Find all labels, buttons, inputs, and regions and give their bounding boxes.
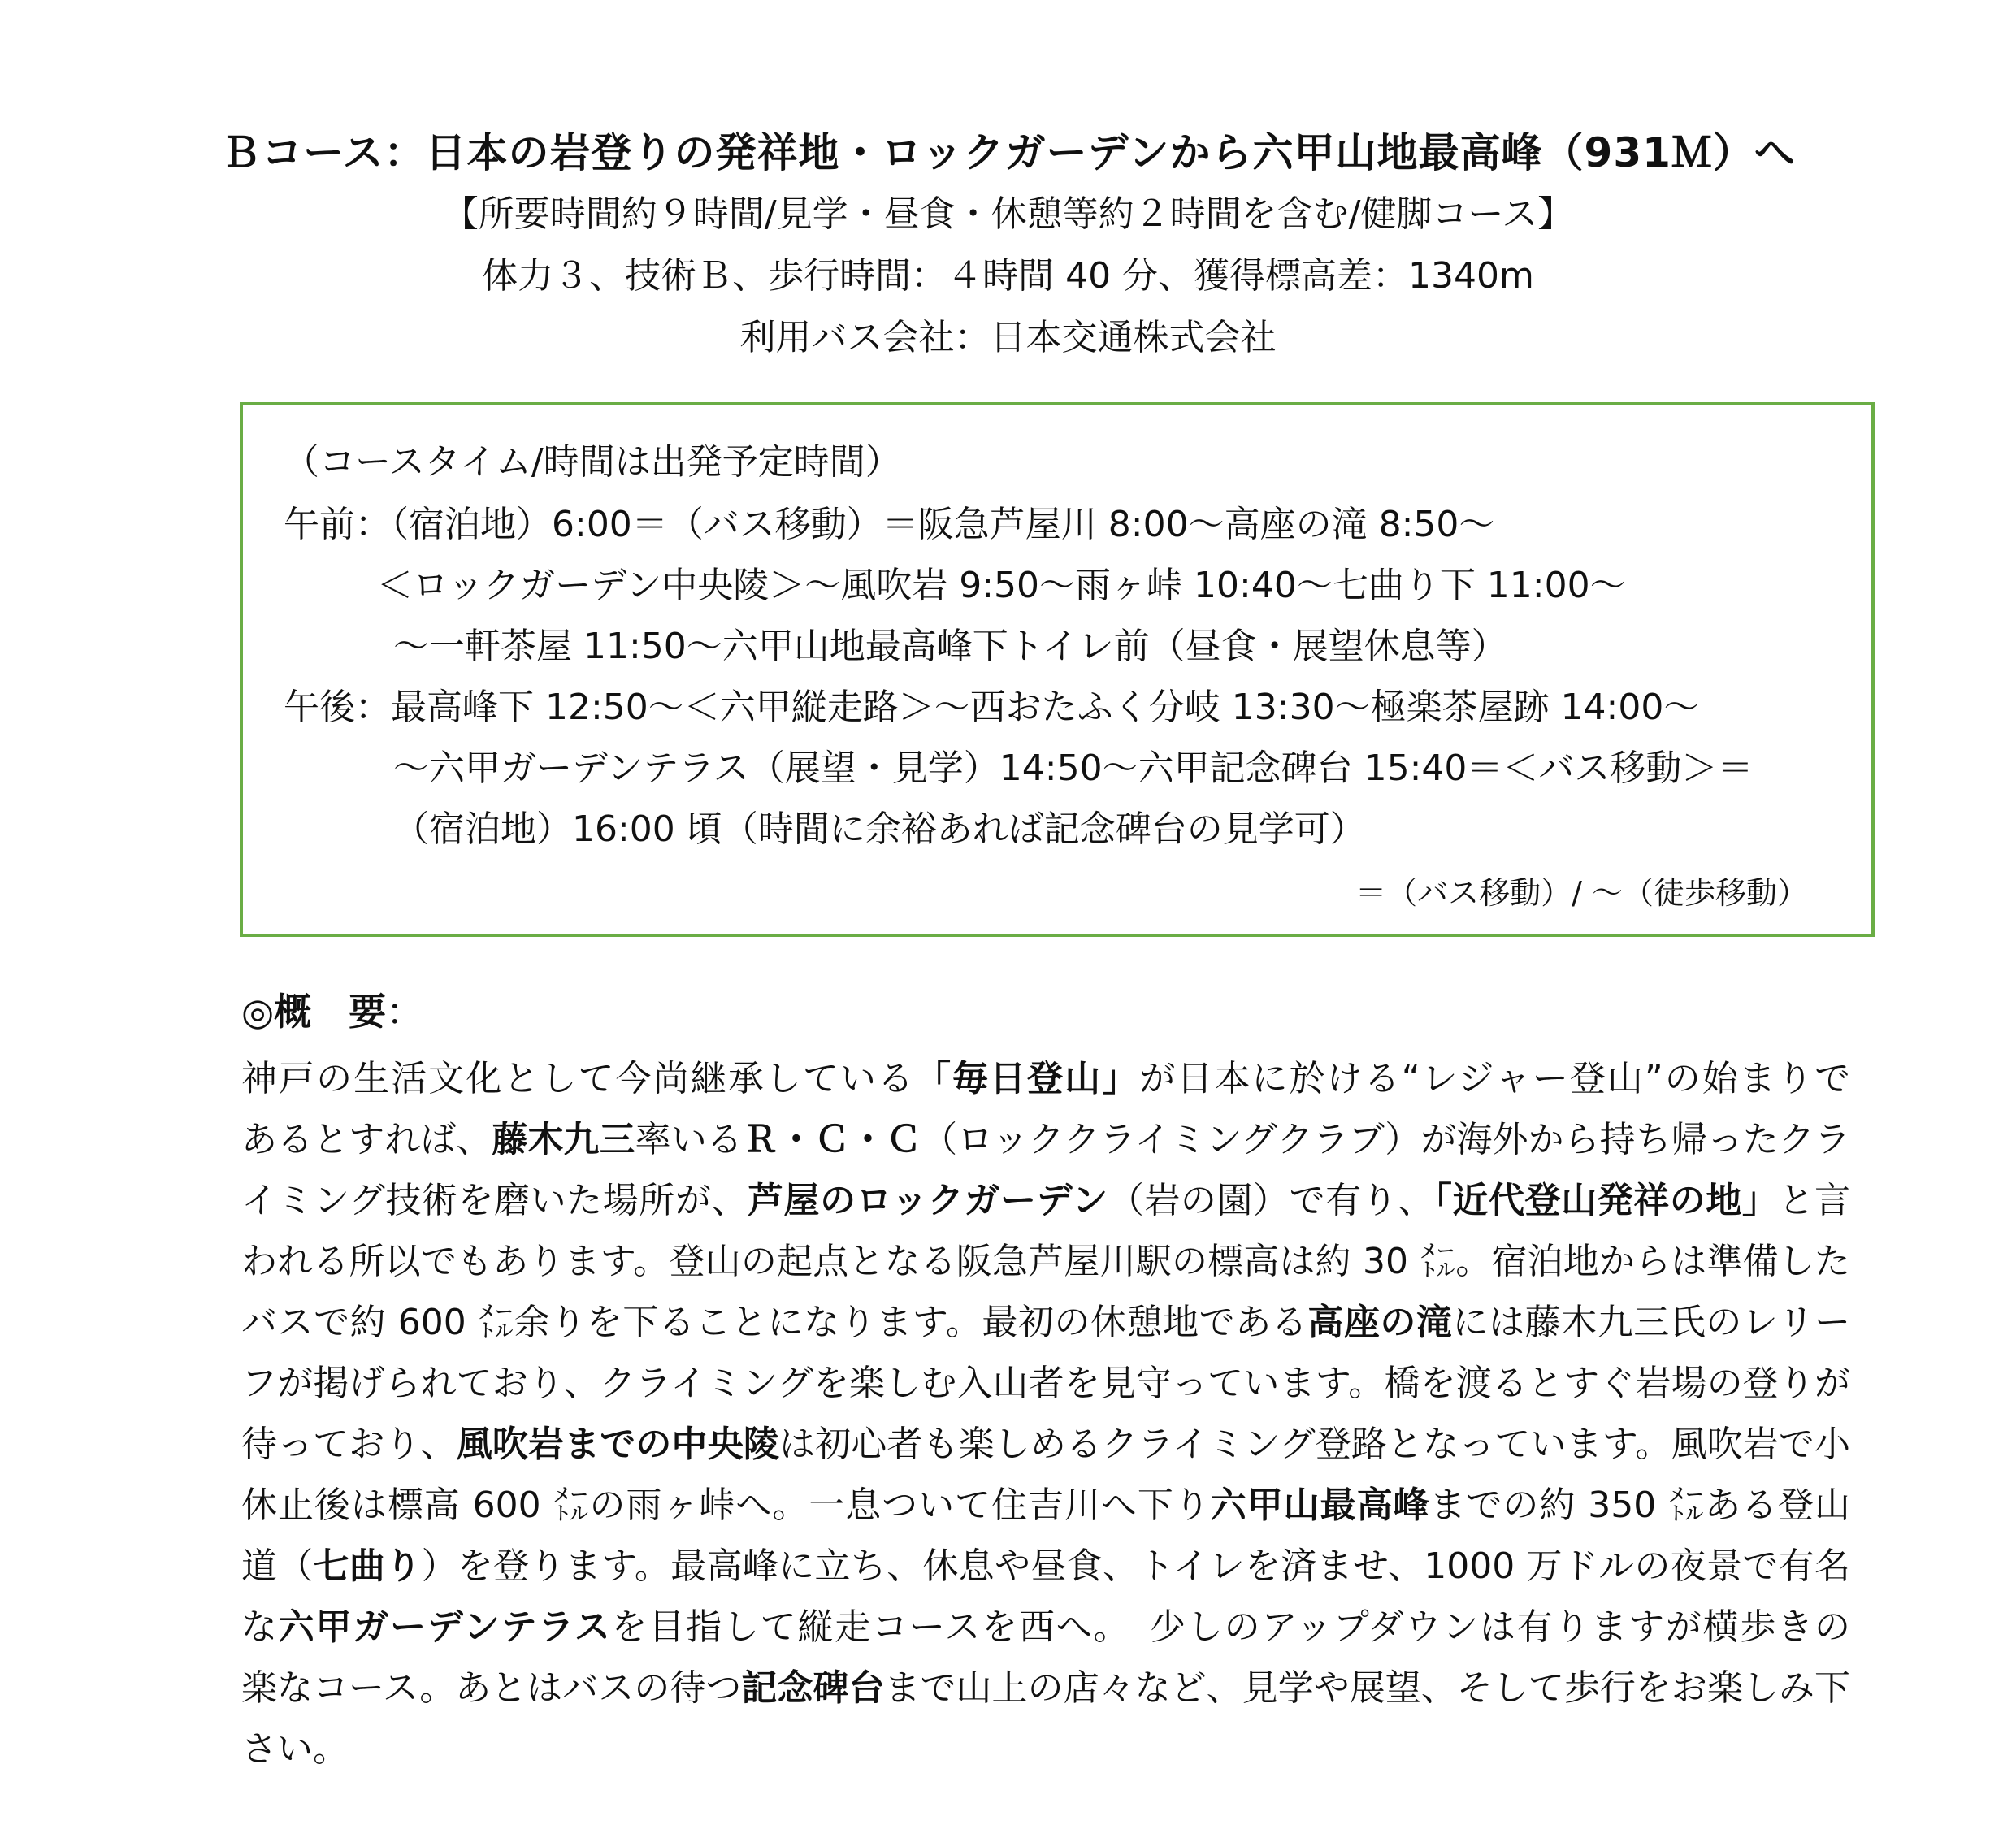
summary-text: と言 [1778,1180,1851,1221]
summary-text: バスで約 600 ㍍余りを下ることになります。最初の休憩地である [241,1302,1308,1343]
schedule-pm-line-3: （宿泊地）16:00 頃（時間に余裕あれば記念碑台の見学可） [393,808,1366,850]
summary-line [241,1109,1850,1170]
summary-heading [241,987,423,1036]
summary-emphasis: 七曲り [313,1545,422,1587]
summary-text: 休止後は標高 600 ㍍の雨ヶ峠へ。一息ついて住吉川へ下り [241,1485,1211,1526]
summary-text: が日本に於ける“レジャー登山”の始まりで [1139,1058,1851,1099]
summary-heading-mark: ◎概 [241,990,312,1034]
summary-text: を目指して縦走コースを西へ。 少しのアップダウンは有りますが横歩きの [611,1606,1850,1648]
summary-heading-colon: ： [386,990,424,1034]
schedule-pm-line-2: ～六甲ガーデンテラス（展望・見学）14:50～六甲記念碑台 15:40＝＜バス移動＞＝ [393,748,1754,789]
course-header [0,122,2016,369]
summary-line [241,1719,1850,1779]
summary-text: まで山上の店々など、見学や展望、そして歩行をお楽しみ下 [884,1667,1851,1709]
summary-text: さい。 [241,1728,349,1770]
schedule-legend: ＝（バス移動）/ ～（徒歩移動） [1355,875,1808,911]
summary-text: は初心者も楽しめるクライミング登路となっています。風吹岩で小 [778,1424,1850,1465]
summary-line [241,1658,1850,1719]
summary-line [241,1414,1850,1475]
summary-text: 率いる [635,1119,743,1160]
course-time-heading: （コースタイム/時間は出発予定時間） [284,441,901,483]
schedule-pm-line-1: 午後：最高峰下 12:50～＜六甲縦走路＞～西おたふく分岐 13:30～極楽茶屋跡 14:00～ [284,687,1700,728]
summary-text: フが掲げられており、クライミングを楽しむ入山者を見守っています。橋を渡るとすぐ岩場の登りが [241,1363,1850,1404]
course-time-box [240,402,1875,937]
summary-text: には藤木九三氏のレリー [1452,1302,1851,1343]
summary-text: （岩の園）で有り、 [1108,1180,1434,1221]
summary-emphasis: 「近代登山発祥の地」 [1433,1180,1779,1221]
summary-emphasis: 六甲ガーデンテラス [278,1606,612,1648]
summary-line [241,1353,1850,1414]
schedule-am-line-1: 午前：（宿泊地）6:00＝（バス移動）＝阪急芦屋川 8:00～高座の滝 8:50～ [284,504,1495,545]
summary-text: われる所以でもあります。登山の起点となる阪急芦屋川駅の標高は約 30 ㍍。宿泊地からは準備した [241,1241,1850,1282]
summary-emphasis: 記念碑台 [741,1667,885,1709]
summary-text: あるとすれば、 [241,1119,492,1160]
summary-text: までの約 350 ㍍ある登山 [1429,1485,1850,1526]
summary-emphasis: 高座の滝 [1307,1302,1453,1343]
summary-line [241,1597,1850,1658]
summary-text: （ロッククライミングクラブ）が海外から持ち帰ったクラ [921,1119,1851,1160]
summary-heading-rest: 要 [349,990,387,1034]
summary-paragraph [241,1048,1850,1779]
summary-line [241,1170,1850,1231]
summary-line [241,1536,1850,1597]
summary-line [241,1475,1850,1536]
summary-emphasis: 「毎日登山」 [915,1058,1140,1099]
summary-text: 待っており、 [241,1424,457,1465]
summary-text: イミング技術を磨いた場所が、 [241,1180,748,1221]
summary-emphasis: 芦屋のロックガーデン [747,1180,1108,1221]
schedule-am-line-3: ～一軒茶屋 11:50～六甲山地最高峰下トイレ前（昼食・展望休息等） [393,626,1507,667]
summary-emphasis: Ｒ・Ｃ・Ｃ [742,1119,922,1160]
summary-text: 神戸の生活文化として今尚継承している [241,1058,915,1099]
course-title: Ｂコース：日本の岩登りの発祥地・ロックガーデンから六甲山地最高峰（931Ｍ）へ [220,129,1796,176]
summary-line [241,1231,1850,1292]
summary-emphasis: 風吹岩までの中央陵 [456,1424,779,1465]
summary-text: ）を登ります。最高峰に立ち、休息や昼食、トイレを済ませ、1000 万ドルの夜景で有名 [421,1545,1851,1587]
summary-line [241,1048,1850,1109]
schedule-am-line-2: ＜ロックガーデン中央陵＞～風吹岩 9:50～雨ヶ峠 10:40～七曲り下 11:00～ [377,565,1626,606]
required-time-note: 【所要時間約９時間/見学・昼食・休憩等約２時間を含む/健脚コース】 [442,193,1574,235]
summary-text: な [241,1606,279,1648]
summary-text: 楽なコース。あとはバスの待つ [241,1667,742,1709]
summary-text: 道（ [241,1545,314,1587]
bus-company: 利用バス会社：日本交通株式会社 [739,317,1277,358]
summary-emphasis: 六甲山最高峰 [1210,1485,1430,1526]
summary-line [241,1292,1850,1353]
summary-emphasis: 藤木九三 [492,1119,635,1160]
course-specs: 体力３、技術Ｂ、歩行時間：４時間 40 分、獲得標高差：1340m [482,255,1534,297]
